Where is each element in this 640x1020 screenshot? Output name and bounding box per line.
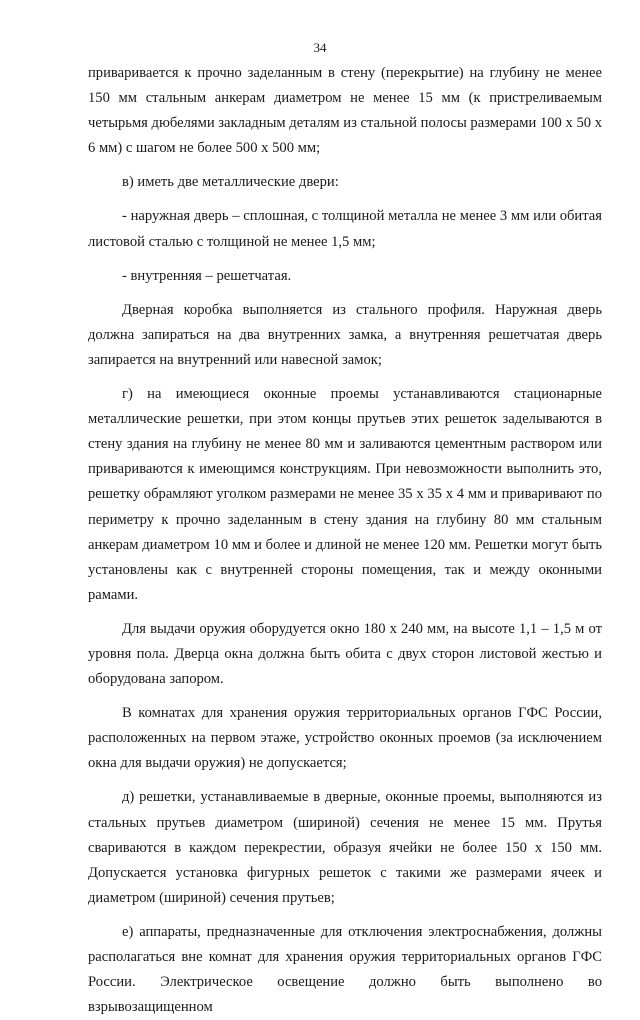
paragraph-first-floor: В комнатах для хранения оружия территориальных органов ГФС России, расположенных на первом этаже, устройство оконных проемов (за исключением окна для выдачи оружия) не допускается; <box>88 705 602 772</box>
paragraph-item-g-window-bars: г) на имеющиеся оконные проемы устанавливаются стационарные металлические решетки, при этом концы прутьев этих решеток заделываются в стену здания на глубину не менее 80 мм и заливаются цементным раствором или привариваются к имеющимся конструкциям. При невозможности выполнить это, решетку обрамляют уголком размерами не менее 35 х 35 х 4 мм и приваривают по периметру к прочно заделанным в стену здания на глубину 80 мм стальным анкерам диаметром 10 мм и более и длиной не менее 120 мм. Решетки могут быть установлены как с внутренней стороны помещения, так и между оконными рамами. <box>88 386 602 603</box>
paragraph-item-e-power: е) аппараты, предназначенные для отключения электроснабжения, должны располагаться вне комнат для хранения оружия территориальных органов ГФС России. Электрическое освещение должно быть выполнено во взрывозащищенном <box>88 923 602 1016</box>
paragraph-door-frame: Дверная коробка выполняется из стального профиля. Наружная дверь должна запираться на два внутренних замка, а внутренняя решетчатая дверь запирается на внутренний или навесной замок; <box>88 301 602 368</box>
document-body <box>88 61 602 1020</box>
page-number: 34 <box>313 40 327 55</box>
paragraph-anchor-continuation: приваривается к прочно заделанным в стену (перекрытие) на глубину не менее 150 мм стальным анкерам диаметром не менее 15 мм (к пристреливаемым четырьмя дюбелями закладным деталям из стальной полосы размерами 100 х 50 х 6 мм) с шагом не более 500 х 500 мм; <box>88 65 602 157</box>
paragraph-issue-window: Для выдачи оружия оборудуется окно 180 х 240 мм, на высоте 1,1 – 1,5 м от уровня пола. Дверца окна должна быть обита с двух сторон листовой жестью и оборудована запором. <box>88 620 602 688</box>
paragraph-inner-door: - внутренняя – решетчатая. <box>122 267 292 284</box>
paragraph-item-d-bars: д) решетки, устанавливаемые в дверные, оконные проемы, выполняются из стальных прутьев диаметром (шириной) сечения не менее 15 мм. Прутья свариваются в каждом перекрестии, образуя ячейки не более 150 х 150 мм. Допускается установка фигурных решеток с такими же размерами ячеек и диаметром (шириной) сечения прутьев; <box>88 789 602 906</box>
paragraph-outer-door: - наружная дверь – сплошная, с толщиной металла не менее 3 мм или обитая листовой сталью с толщиной не менее 1,5 мм; <box>88 208 602 250</box>
paragraph-item-v-two-doors: в) иметь две металлические двери: <box>122 174 339 191</box>
